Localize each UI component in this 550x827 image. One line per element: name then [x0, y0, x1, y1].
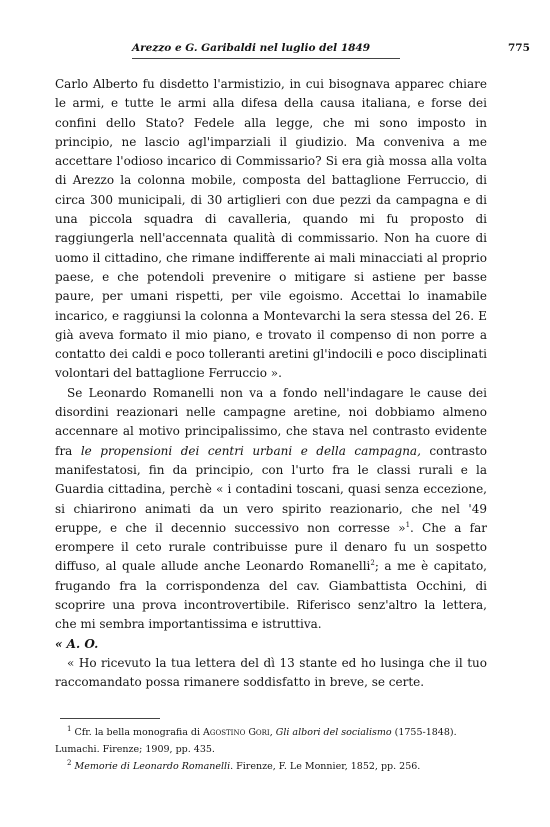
header-rule: [132, 58, 400, 59]
paragraph-2: [55, 384, 487, 635]
paragraph-2-part-c: contrasto manifestatosi, fin da principio, con l'urto fra le classi rurali e la Guardia cittadina, perchè « i contadini toscani, quasi senza eccezione, si chiarirono animati da un vero spirito reazionario, che nel '49 eruppe, e che il decennio successivo non corresse »: [55, 443, 488, 535]
footnote-1-text-b: (1755-1848). Lumachi. Firenze; 1909, pp. 435.: [55, 727, 457, 755]
page-number: 775: [508, 42, 530, 54]
footnote-1-text-a: Cfr. la bella monografia di: [74, 727, 204, 738]
paragraph-2-part-a: Se Leonardo Romanelli non va a fondo nell'indagare le cause dei disordini reazionari nelle campagne aretine, noi dobbiamo almeno accennare al motivo principalissimo, che stava nel contrasto evidente fra: [55, 385, 487, 458]
footnote-2-text-b: . Firenze, F. Le Monnier, 1852, pp. 256.: [230, 761, 421, 772]
footnote-ref-1[interactable]: 1: [405, 520, 411, 529]
footnote-2: [55, 758, 487, 775]
footnote-rule: [60, 718, 160, 719]
letter-signature: « A. O.: [55, 636, 99, 651]
paragraph-2-emphasis: le propensioni dei centri urbani e della campagna,: [80, 443, 421, 458]
paragraph-2-part-d: . Che a far erompere il ceto rurale contribuisse pure il denaro fu un sospetto diffuso, al quale allude anche Leonardo Romanelli: [55, 520, 487, 574]
footnote-1-mark: 1: [67, 724, 72, 733]
footnote-1-author: Agostino Gori: [203, 727, 270, 738]
running-title: Arezzo e G. Garibaldi nel luglio del 1849: [132, 42, 371, 54]
footnote-1-title: Gli albori del socialismo: [275, 727, 392, 738]
running-head: [0, 42, 550, 58]
body-text: [55, 75, 487, 693]
footnote-ref-2[interactable]: 2: [370, 559, 375, 568]
footnote-1: [55, 724, 487, 758]
paragraph-1: Carlo Alberto fu disdetto l'armistizio, in cui bisognava apparec chiare le armi, e tutte le armi alla difesa della causa italiana, e forse dei confini dello Stato? Fedele alla legge, che mi sono imposto in principio, ne lascio agl'imparziali il giudizio. Ma conveniva a me accettare l'odioso incarico di Commissario? Si era già mossa alla volta di Arezzo la colonna mobile, composta del battaglione Ferruccio, di circa 300 municipali, di 30 artiglieri con due pezzi da campagna e di una piccola squadra di cavalleria, quando mi fu proposto di raggiungerla nell'accennata qualità di commissario. Non ha cuore di uomo il cittadino, che rimane indifferente ai mali minacciati al proprio paese, e che potendoli prevenire o mitigare si astiene per basse paure, per umani rispetti, per vile egoismo. Accettai lo inamabile incarico, e raggiunsi la colonna a Montevarchi la sera stessa del 26. E già aveva formato il mio piano, e trovato il compenso di non porre a contatto dei caldi e poco tolleranti aretini gl'indocili e poco disciplinati volontari del battaglione Ferruccio ».: [55, 77, 487, 381]
footnote-2-title: Memorie di Leonardo Romanelli: [74, 761, 231, 772]
paragraph-2-part-e: ; a me è capitato, frugando fra la corrispondenza del cav. Giambattista Occhini, di scoprire una prova incontrovertibile. Riferisco senz'altro la lettera, che mi sembra importantissima e istruttiva.: [55, 559, 487, 632]
paragraph-3: « Ho ricevuto la tua lettera del dì 13 stante ed ho lusinga che il tuo raccomandato possa rimanere soddisfatto in breve, se certe.: [55, 655, 487, 690]
footnote-1-sep: ,: [269, 727, 276, 738]
footnotes: [55, 724, 487, 775]
footnote-2-mark: 2: [67, 758, 72, 767]
